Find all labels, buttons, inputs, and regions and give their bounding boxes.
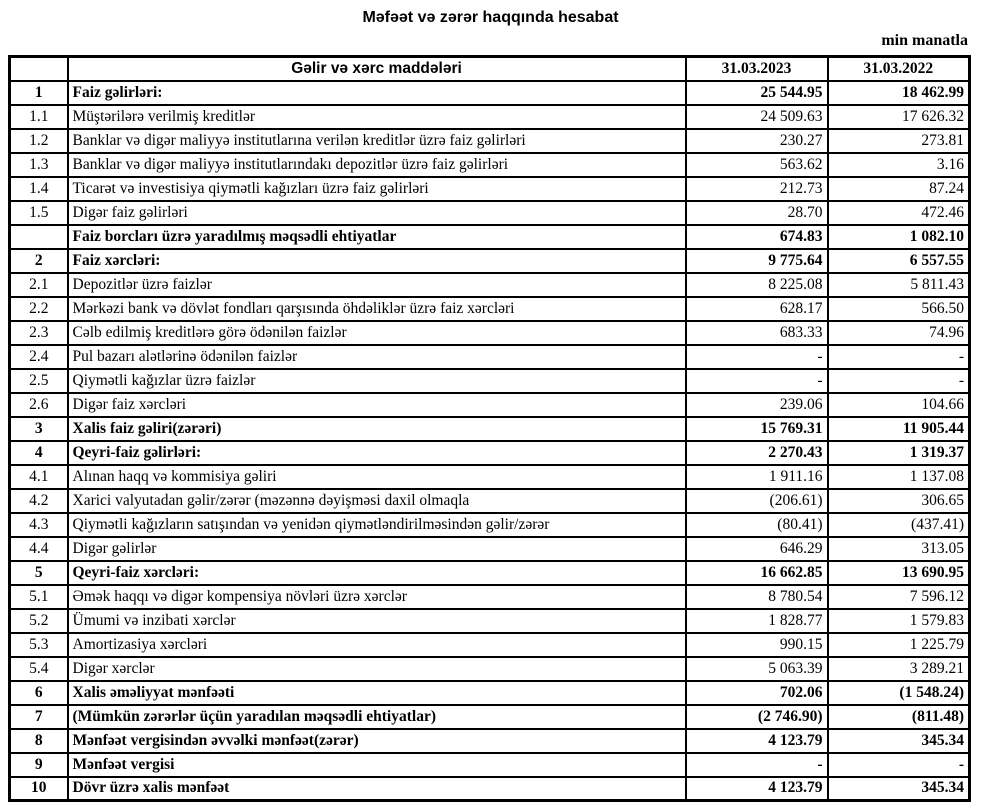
row-num: 2.3: [10, 321, 68, 345]
table-row: [10, 81, 970, 105]
row-value-2023: 4 123.79: [686, 729, 828, 753]
row-label: Ticarət və investisiya qiymətli kağızları üzrə faiz gəlirləri: [68, 177, 686, 201]
row-value-2023: -: [686, 345, 828, 369]
row-label: Dövr üzrə xalis mənfəət: [68, 777, 686, 801]
row-num: 2.5: [10, 369, 68, 393]
table-row: [10, 705, 970, 729]
row-num: 10: [10, 777, 68, 801]
table-row: [10, 297, 970, 321]
row-label: Qeyri-faiz xərcləri:: [68, 561, 686, 585]
table-row: [10, 489, 970, 513]
row-label: Digər faiz gəlirləri: [68, 201, 686, 225]
row-value-2022: 273.81: [828, 129, 970, 153]
row-num: 5.2: [10, 609, 68, 633]
row-value-2022: 74.96: [828, 321, 970, 345]
row-value-2023: 8 225.08: [686, 273, 828, 297]
row-label: Mənfəət vergisindən əvvəlki mənfəət(zərər): [68, 729, 686, 753]
table-row: [10, 657, 970, 681]
row-value-2022: -: [828, 345, 970, 369]
row-value-2023: (80.41): [686, 513, 828, 537]
row-value-2022: 306.65: [828, 489, 970, 513]
row-num: 4.2: [10, 489, 68, 513]
row-label: Qeyri-faiz gəlirləri:: [68, 441, 686, 465]
row-num: [10, 225, 68, 249]
row-value-2023: 8 780.54: [686, 585, 828, 609]
row-label: Xalis faiz gəliri(zərəri): [68, 417, 686, 441]
row-value-2022: 18 462.99: [828, 81, 970, 105]
row-value-2022: 566.50: [828, 297, 970, 321]
row-value-2023: 674.83: [686, 225, 828, 249]
row-value-2023: -: [686, 753, 828, 777]
row-value-2023: 990.15: [686, 633, 828, 657]
row-value-2023: 28.70: [686, 201, 828, 225]
row-label: Qiymətli kağızların satışından və yenidən qiymətləndirilməsindən gəlir/zərər: [68, 513, 686, 537]
row-label: Faiz xərcləri:: [68, 249, 686, 273]
row-num: 1.1: [10, 105, 68, 129]
row-value-2022: 17 626.32: [828, 105, 970, 129]
row-value-2022: 11 905.44: [828, 417, 970, 441]
row-value-2022: 3.16: [828, 153, 970, 177]
row-num: 1.3: [10, 153, 68, 177]
row-value-2022: 1 137.08: [828, 465, 970, 489]
row-num: 2.6: [10, 393, 68, 417]
row-num: 6: [10, 681, 68, 705]
row-label: Əmək haqqı və digər kompensiya növləri üzrə xərclər: [68, 585, 686, 609]
table-row: [10, 249, 970, 273]
table-row: [10, 609, 970, 633]
page-title: Məfəət və zərər haqqında hesabat: [362, 9, 619, 26]
header-cell-date-2022: 31.03.2022: [828, 57, 970, 81]
unit-note: min manatla: [881, 32, 968, 49]
row-value-2022: (1 548.24): [828, 681, 970, 705]
table-row: [10, 129, 970, 153]
row-label: (Mümkün zərərlər üçün yaradılan məqsədli ehtiyatlar): [68, 705, 686, 729]
row-label: Qiymətli kağızlar üzrə faizlər: [68, 369, 686, 393]
table-row: [10, 441, 970, 465]
table-row: [10, 537, 970, 561]
row-value-2023: 9 775.64: [686, 249, 828, 273]
row-value-2023: 239.06: [686, 393, 828, 417]
table-row: [10, 633, 970, 657]
row-value-2023: 25 544.95: [686, 81, 828, 105]
row-num: 1.5: [10, 201, 68, 225]
row-value-2023: 683.33: [686, 321, 828, 345]
row-num: 1: [10, 81, 68, 105]
row-value-2022: 104.66: [828, 393, 970, 417]
row-label: Alınan haqq və kommisiya gəliri: [68, 465, 686, 489]
row-value-2022: (811.48): [828, 705, 970, 729]
row-value-2022: 313.05: [828, 537, 970, 561]
table-row: [10, 393, 970, 417]
row-value-2022: 1 579.83: [828, 609, 970, 633]
row-num: 9: [10, 753, 68, 777]
table-header-row: [10, 57, 970, 81]
header-cell-date-2023: 31.03.2023: [686, 57, 828, 81]
row-value-2023: 1 911.16: [686, 465, 828, 489]
row-value-2023: 628.17: [686, 297, 828, 321]
table-row: [10, 465, 970, 489]
table-row: [10, 105, 970, 129]
table-row: [10, 513, 970, 537]
row-label: Mənfəət vergisi: [68, 753, 686, 777]
table-row: [10, 417, 970, 441]
row-label: Xarici valyutadan gəlir/zərər (məzənnə dəyişməsi daxil olmaqla: [68, 489, 686, 513]
header-cell-number: [10, 57, 68, 81]
row-label: Depozitlər üzrə faizlər: [68, 273, 686, 297]
table-row: [10, 777, 970, 801]
row-num: 1.4: [10, 177, 68, 201]
row-value-2022: 7 596.12: [828, 585, 970, 609]
row-value-2023: 646.29: [686, 537, 828, 561]
row-value-2023: 2 270.43: [686, 441, 828, 465]
table-row: [10, 201, 970, 225]
row-num: 2.2: [10, 297, 68, 321]
row-value-2023: 4 123.79: [686, 777, 828, 801]
table-row: [10, 321, 970, 345]
row-num: 5.3: [10, 633, 68, 657]
table-header: [10, 57, 970, 81]
row-value-2023: 15 769.31: [686, 417, 828, 441]
table-row: [10, 153, 970, 177]
row-value-2022: 472.46: [828, 201, 970, 225]
row-label: Amortizasiya xərcləri: [68, 633, 686, 657]
table-row: [10, 585, 970, 609]
row-label: Mərkəzi bank və dövlət fondları qarşısında öhdəliklər üzrə faiz xərcləri: [68, 297, 686, 321]
table-row: [10, 225, 970, 249]
row-value-2022: 3 289.21: [828, 657, 970, 681]
row-label: Müştərilərə verilmiş kreditlər: [68, 105, 686, 129]
table-row: [10, 729, 970, 753]
row-label: Faiz gəlirləri:: [68, 81, 686, 105]
row-label: Ümumi və inzibati xərclər: [68, 609, 686, 633]
row-value-2023: 24 509.63: [686, 105, 828, 129]
row-num: 2.1: [10, 273, 68, 297]
row-value-2022: 1 082.10: [828, 225, 970, 249]
table-row: [10, 345, 970, 369]
row-label: Digər faiz xərcləri: [68, 393, 686, 417]
row-value-2023: 16 662.85: [686, 561, 828, 585]
row-label: Xalis əməliyyat mənfəəti: [68, 681, 686, 705]
row-value-2023: 5 063.39: [686, 657, 828, 681]
row-value-2023: 1 828.77: [686, 609, 828, 633]
row-num: 4.3: [10, 513, 68, 537]
row-value-2023: -: [686, 369, 828, 393]
header-cell-items: Gəlir və xərc maddələri: [68, 57, 686, 81]
row-value-2022: (437.41): [828, 513, 970, 537]
row-num: 2.4: [10, 345, 68, 369]
row-num: 4.1: [10, 465, 68, 489]
table-row: [10, 273, 970, 297]
row-num: 7: [10, 705, 68, 729]
row-label: Pul bazarı alətlərinə ödənilən faizlər: [68, 345, 686, 369]
row-value-2023: (206.61): [686, 489, 828, 513]
table-row: [10, 681, 970, 705]
income-statement-table: [8, 55, 971, 802]
table-row: [10, 177, 970, 201]
row-value-2022: 1 225.79: [828, 633, 970, 657]
row-num: 1.2: [10, 129, 68, 153]
row-label: Banklar və digər maliyyə institutlarına verilən kreditlər üzrə faiz gəlirləri: [68, 129, 686, 153]
row-value-2022: 5 811.43: [828, 273, 970, 297]
row-value-2022: -: [828, 369, 970, 393]
row-label: Banklar və digər maliyyə institutlarındakı depozitlər üzrə faiz gəlirləri: [68, 153, 686, 177]
row-value-2022: 87.24: [828, 177, 970, 201]
row-label: Digər gəlirlər: [68, 537, 686, 561]
row-value-2023: 702.06: [686, 681, 828, 705]
row-num: 4: [10, 441, 68, 465]
row-num: 5.1: [10, 585, 68, 609]
row-value-2023: (2 746.90): [686, 705, 828, 729]
row-value-2022: 1 319.37: [828, 441, 970, 465]
row-label: Digər xərclər: [68, 657, 686, 681]
row-num: 3: [10, 417, 68, 441]
row-label: Cəlb edilmiş kreditlərə görə ödənilən faizlər: [68, 321, 686, 345]
row-value-2022: 345.34: [828, 729, 970, 753]
row-value-2022: 345.34: [828, 777, 970, 801]
row-num: 5.4: [10, 657, 68, 681]
row-value-2023: 230.27: [686, 129, 828, 153]
table-row: [10, 561, 970, 585]
report-table-body: [10, 81, 970, 801]
row-value-2023: 212.73: [686, 177, 828, 201]
row-num: 5: [10, 561, 68, 585]
table-row: [10, 369, 970, 393]
row-num: 8: [10, 729, 68, 753]
row-num: 4.4: [10, 537, 68, 561]
row-value-2023: 563.62: [686, 153, 828, 177]
row-value-2022: 13 690.95: [828, 561, 970, 585]
row-value-2022: 6 557.55: [828, 249, 970, 273]
row-num: 2: [10, 249, 68, 273]
row-label: Faiz borcları üzrə yaradılmış məqsədli ehtiyatlar: [68, 225, 686, 249]
row-value-2022: -: [828, 753, 970, 777]
table-row: [10, 753, 970, 777]
